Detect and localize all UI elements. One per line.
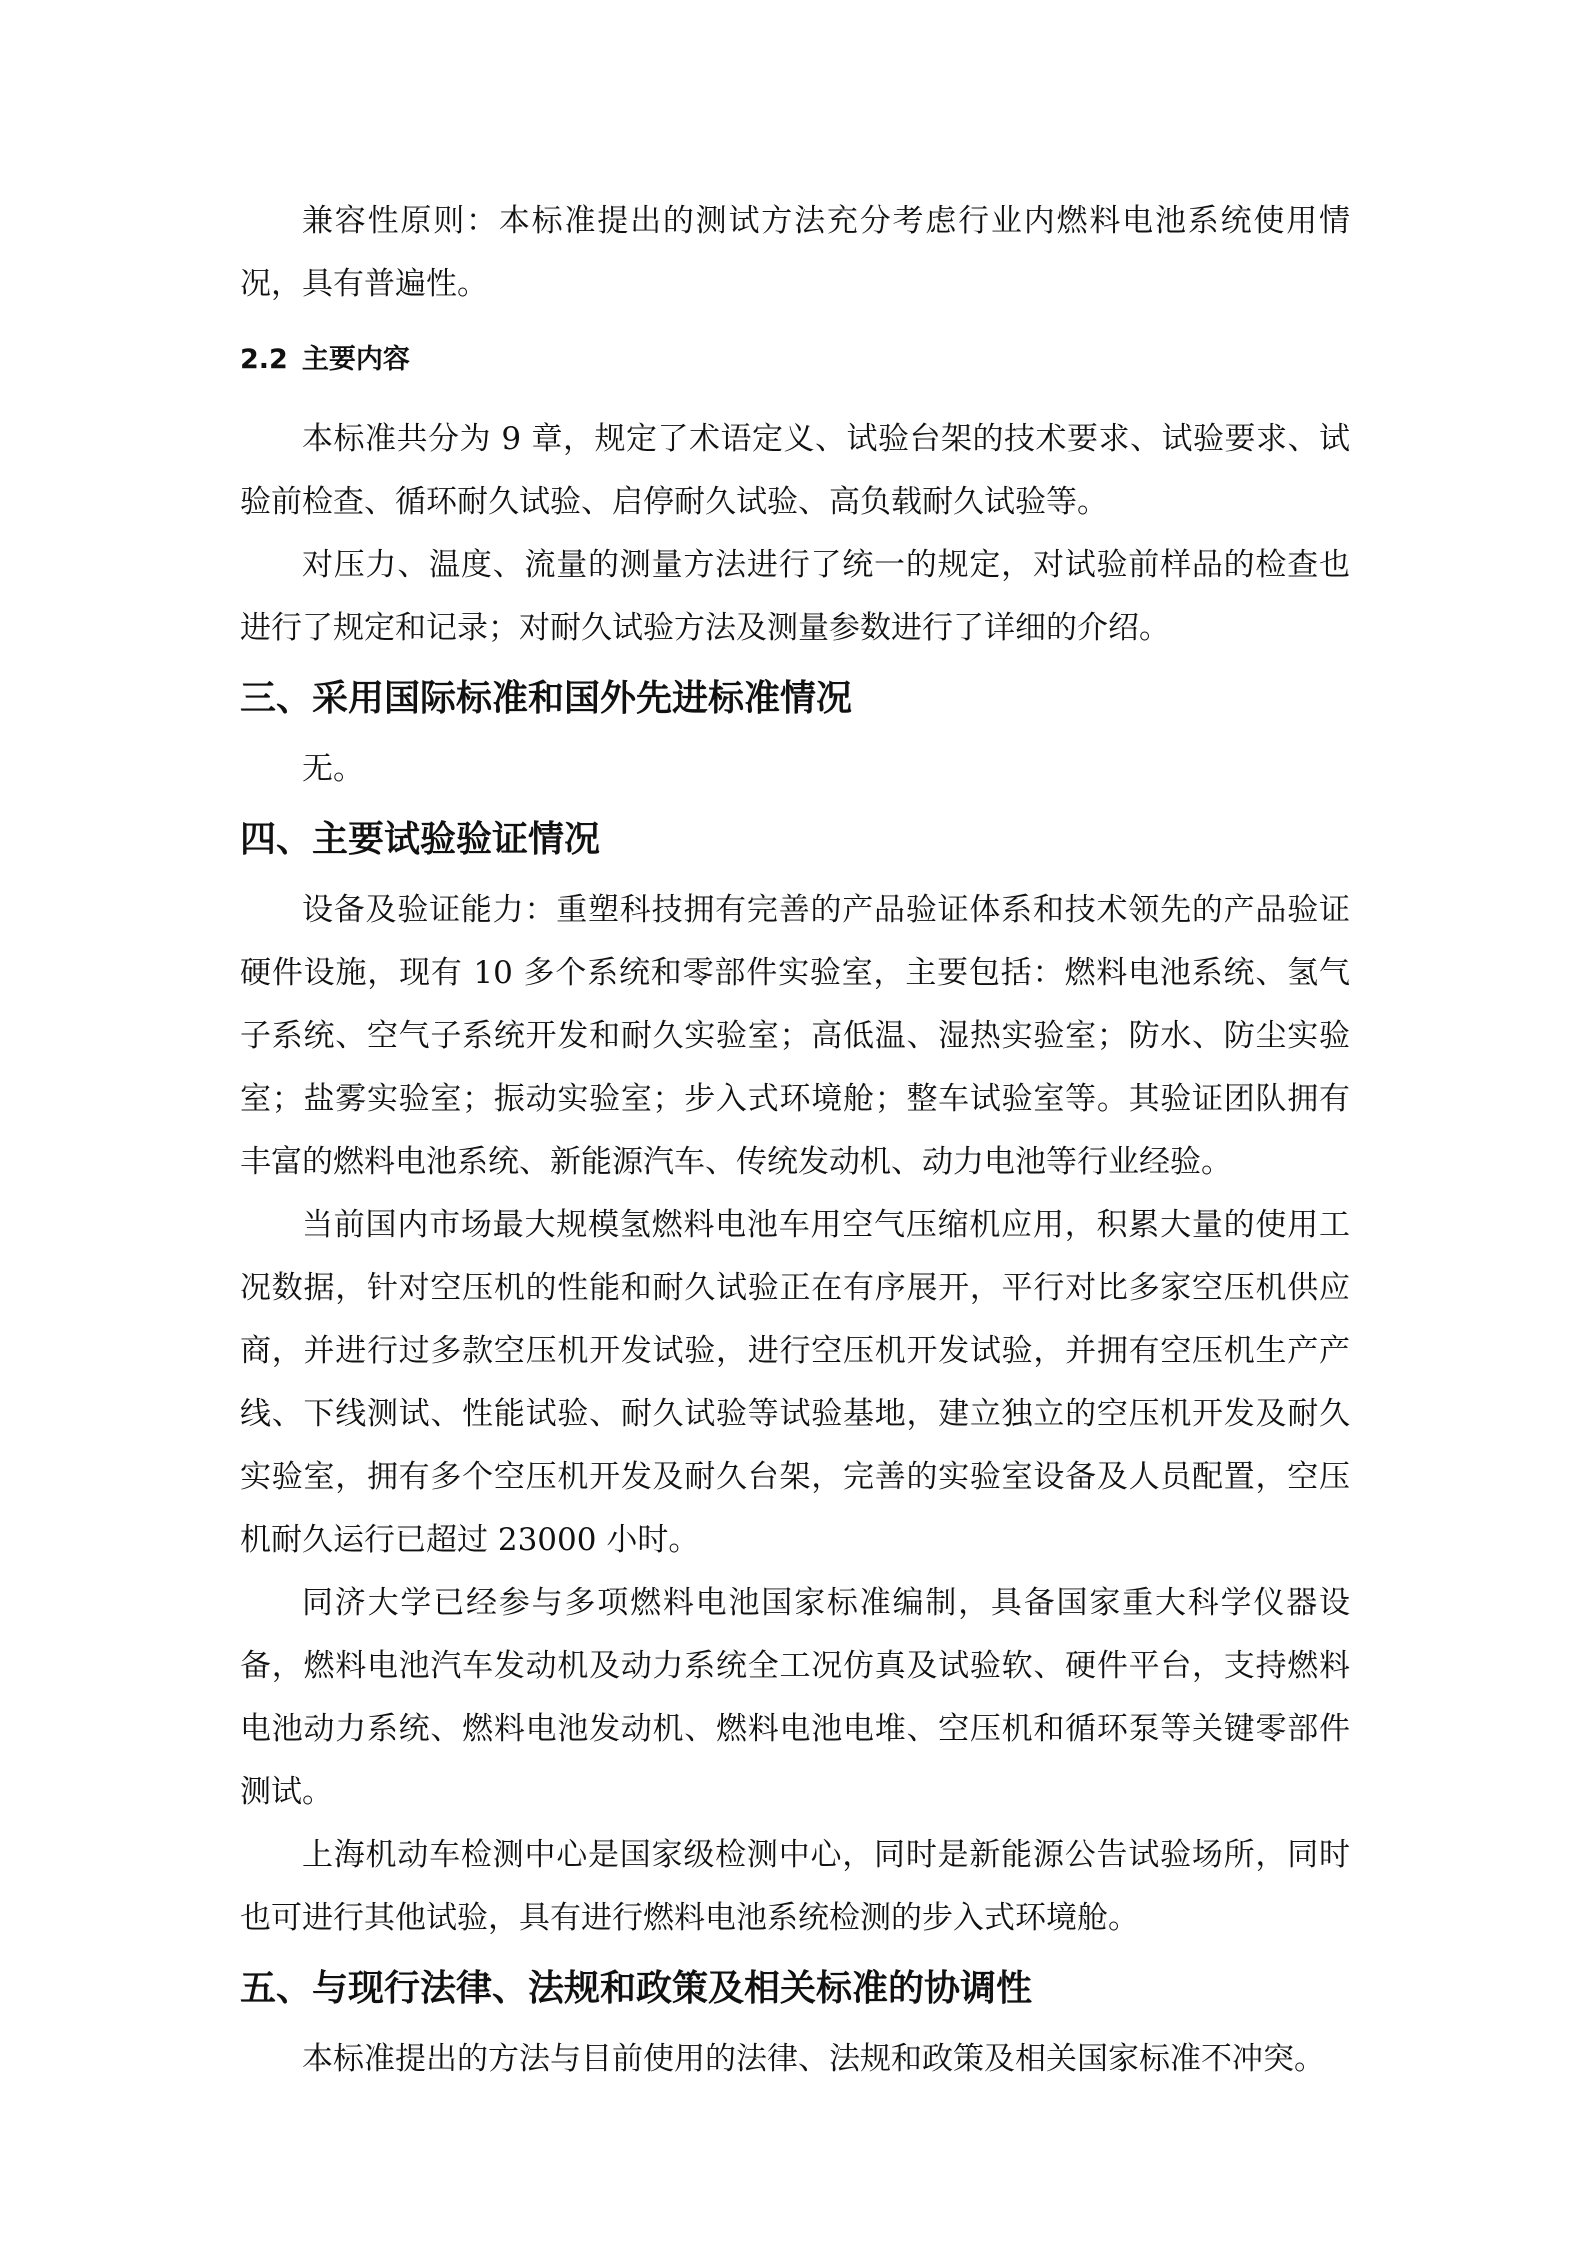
paragraph-equipment-capability: 设备及验证能力：重塑科技拥有完善的产品验证体系和技术领先的产品验证硬件设施，现有 10 多个系统和零部件实验室，主要包括：燃料电池系统、氢气子系统、空气子系统开发和耐久实验室；高低温、湿热实验室；防水、防尘实验室；盐雾实验室；振动实验室；步入式环境舱；整车试验室等。其验证团队拥有丰富的燃料电池系统、新能源汽车、传统发动机、动力电池等行业经验。 xyxy=(240,892,1350,1180)
subsection-heading xyxy=(240,338,1350,382)
section-heading-coordination: 五、与现行法律、法规和政策及相关标准的协调性 xyxy=(240,1968,1033,2009)
paragraph-chapter-overview: 本标准共分为 9 章，规定了术语定义、试验台架的技术要求、试验要求、试验前检查、循环耐久试验、启停耐久试验、高负载耐久试验等。 xyxy=(240,421,1350,520)
paragraph-no-conflict: 本标准提出的方法与目前使用的法律、法规和政策及相关国家标准不冲突。 xyxy=(302,2041,1325,2077)
paragraph-compressor-application: 当前国内市场最大规模氢燃料电池车用空气压缩机应用，积累大量的使用工况数据，针对空压机的性能和耐久试验正在有序展开，平行对比多家空压机供应商，并进行过多款空压机开发试验，进行空压机开发试验，并拥有空压机生产产线、下线测试、性能试验、耐久试验等试验基地，建立独立的空压机开发及耐久实验室，拥有多个空压机开发及耐久台架，完善的实验室设备及人员配置，空压机耐久运行已超过 23000 小时。 xyxy=(240,1207,1350,1558)
paragraph-measurement-methods: 对压力、温度、流量的测量方法进行了统一的规定，对试验前样品的检查也进行了规定和记录；对耐久试验方法及测量参数进行了详细的介绍。 xyxy=(240,547,1350,646)
paragraph-compatibility-principle: 兼容性原则：本标准提出的测试方法充分考虑行业内燃料电池系统使用情况，具有普遍性。 xyxy=(240,203,1350,302)
subsection-title: 主要内容 xyxy=(301,344,410,375)
subsection-number: 2.2 xyxy=(240,344,288,375)
paragraph-shanghai-test-center: 上海机动车检测中心是国家级检测中心，同时是新能源公告试验场所，同时也可进行其他试验，具有进行燃料电池系统检测的步入式环境舱。 xyxy=(240,1837,1350,1936)
section-heading-test-verification: 四、主要试验验证情况 xyxy=(240,819,601,860)
paragraph-tongji-university: 同济大学已经参与多项燃料电池国家标准编制，具备国家重大科学仪器设备，燃料电池汽车发动机及动力系统全工况仿真及试验软、硬件平台，支持燃料电池动力系统、燃料电池发动机、燃料电池电堆、空压机和循环泵等关键零部件测试。 xyxy=(240,1585,1350,1810)
paragraph-none: 无。 xyxy=(302,751,364,787)
document-body xyxy=(240,190,1350,2091)
section-heading-international-standards: 三、采用国际标准和国外先进标准情况 xyxy=(240,678,853,719)
